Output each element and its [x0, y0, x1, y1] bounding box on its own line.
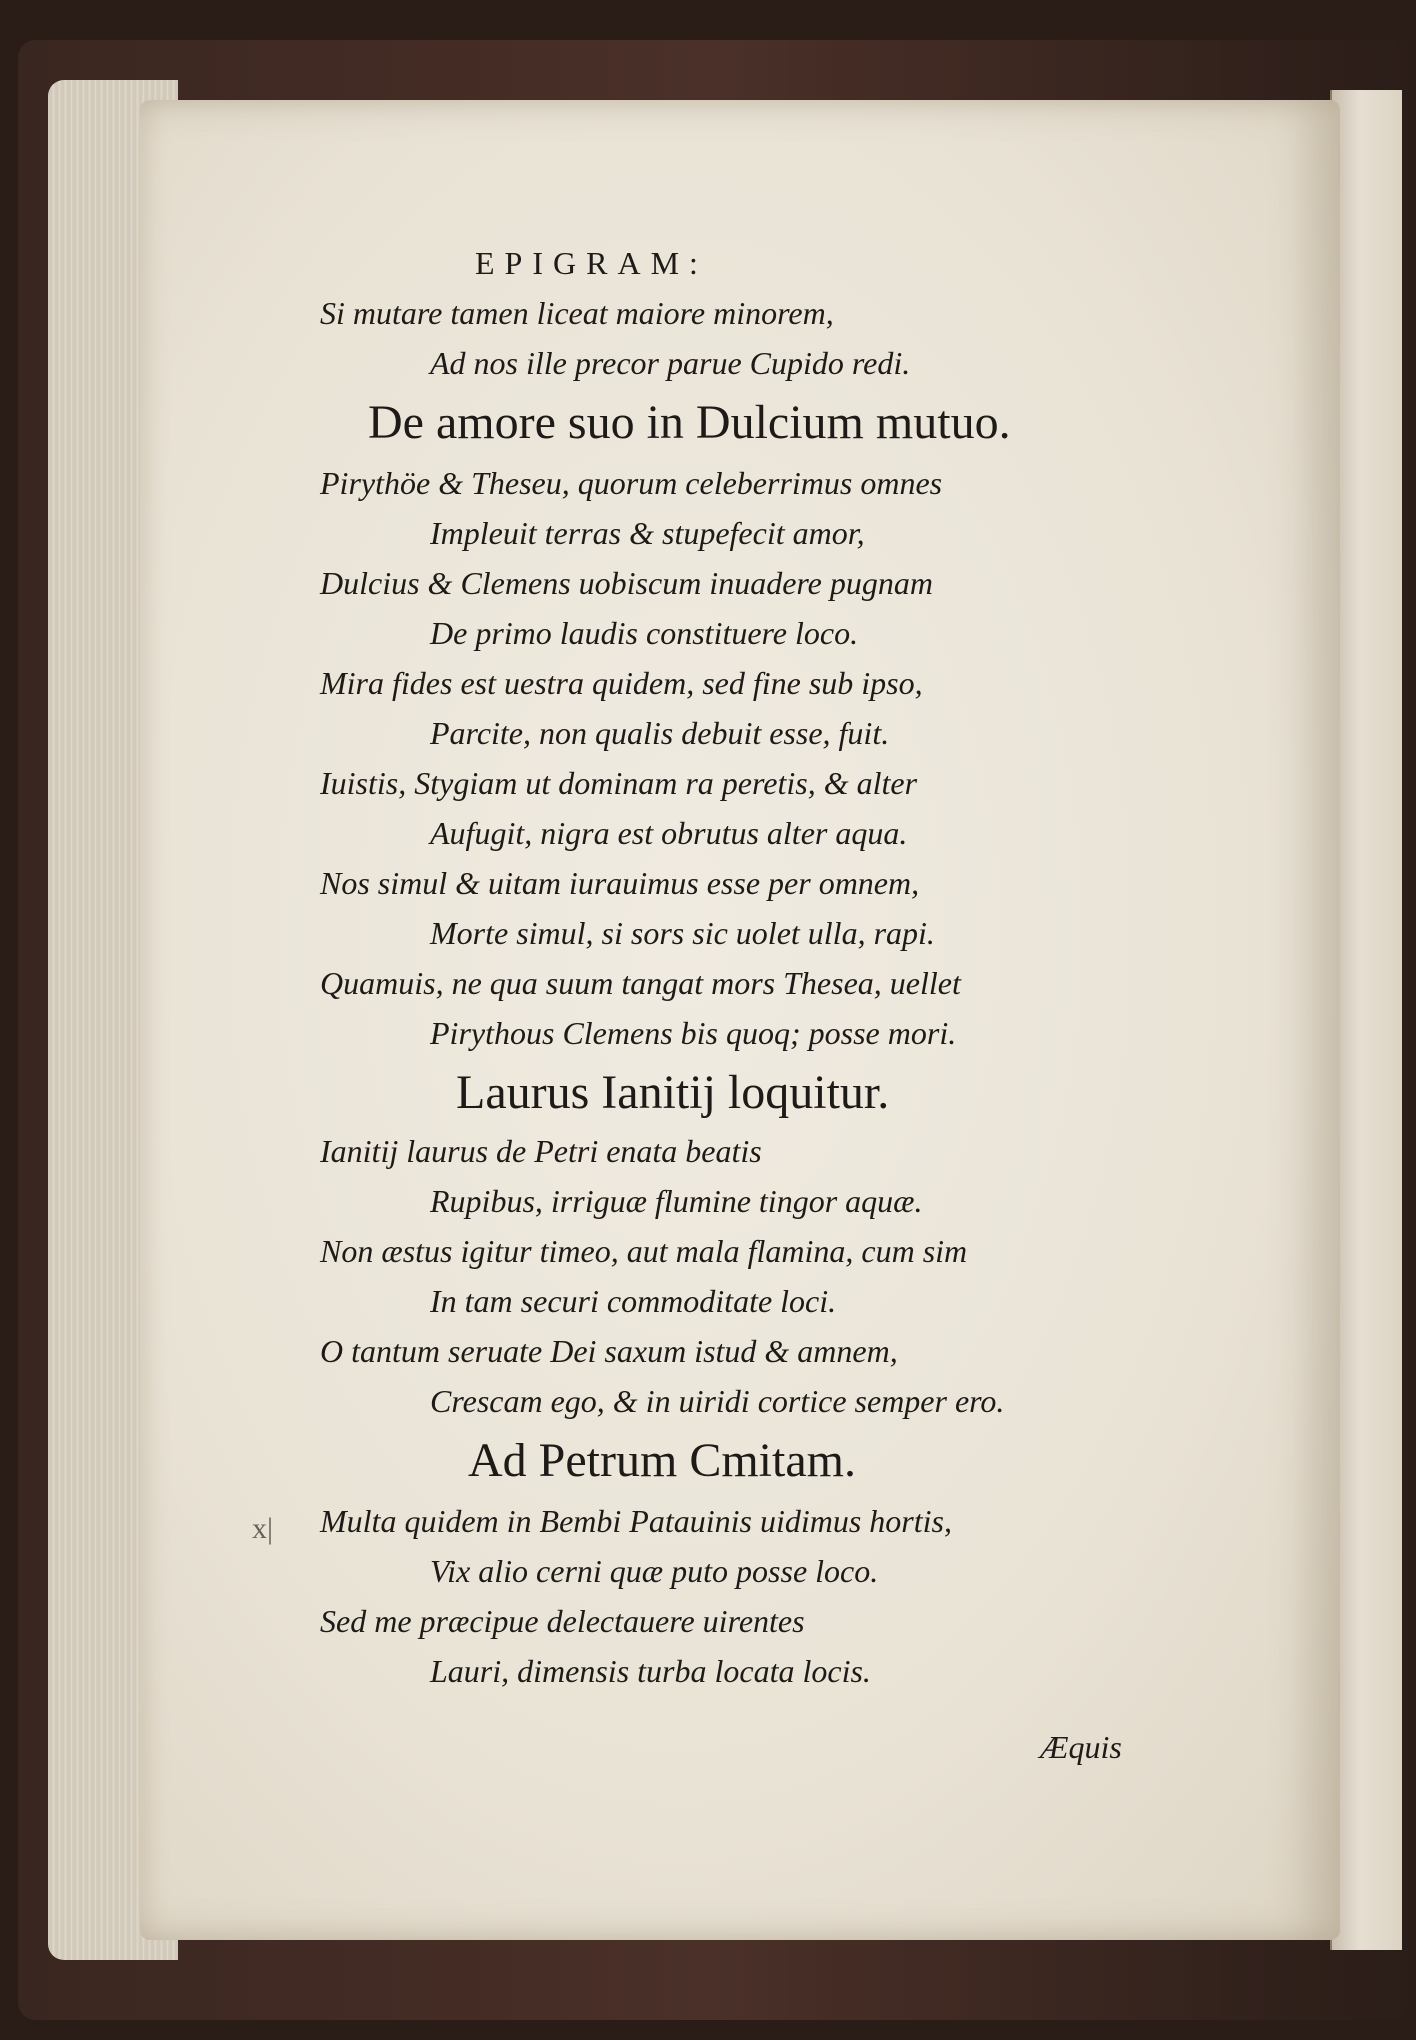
verse-line: O tantum seruate Dei saxum istud & amnem,	[320, 1333, 898, 1369]
verse-line: Sed me præcipue delectauere uirentes	[320, 1603, 805, 1639]
verse-line: Crescam ego, & in uiridi cortice semper ero.	[430, 1383, 1005, 1419]
verse-line: Quamuis, ne qua suum tangat mors Thesea, uellet	[320, 965, 961, 1001]
page-text	[320, 238, 1200, 1772]
verse-line: In tam securi commoditate loci.	[430, 1283, 837, 1319]
section-header: EPIGRAM:	[475, 245, 708, 281]
verse-line: Mira fides est uestra quidem, sed fine sub ipso,	[320, 665, 923, 701]
verse-line: Rupibus, irriguæ flumine tingor aquæ.	[430, 1183, 923, 1219]
verse-line: Iuistis, Stygiam ut dominam ra peretis, & alter	[320, 765, 918, 801]
verse-line: Non æstus igitur timeo, aut mala flamina, cum sim	[320, 1233, 968, 1269]
catchword: Æquis	[1040, 1729, 1122, 1765]
verse-line: Ianitij laurus de Petri enata beatis	[320, 1133, 762, 1169]
poem-title: Ad Petrum Cmitam.	[468, 1434, 856, 1487]
verse-line: Vix alio cerni quæ puto posse loco.	[430, 1553, 879, 1589]
verse-line: Parcite, non qualis debuit esse, fuit.	[430, 715, 890, 751]
verse-line: Ad nos ille precor parue Cupido redi.	[430, 345, 911, 381]
verse-line: Pirythous Clemens bis quoq; posse mori.	[430, 1015, 957, 1051]
poem-title: Laurus Ianitij loquitur.	[456, 1066, 890, 1119]
poem-title: De amore suo in Dulcium mutuo.	[368, 396, 1011, 449]
verse-line: Aufugit, nigra est obrutus alter aqua.	[430, 815, 908, 851]
margin-mark: x|	[252, 1512, 274, 1545]
verse-line: Morte simul, si sors sic uolet ulla, rapi.	[430, 915, 935, 951]
verse-line: Lauri, dimensis turba locata locis.	[430, 1653, 871, 1689]
verse-line: De primo laudis constituere loco.	[430, 615, 859, 651]
verse-line: Pirythöe & Theseu, quorum celeberrimus omnes	[320, 465, 943, 501]
facing-page-edge	[1330, 90, 1402, 1950]
verse-line: Nos simul & uitam iurauimus esse per omnem,	[320, 865, 920, 901]
verse-line: Impleuit terras & stupefecit amor,	[430, 515, 865, 551]
verse-line: Multa quidem in Bembi Patauinis uidimus hortis,	[320, 1503, 952, 1539]
verse-line: Si mutare tamen liceat maiore minorem,	[320, 295, 834, 331]
verse-line: Dulcius & Clemens uobiscum inuadere pugnam	[320, 565, 933, 601]
